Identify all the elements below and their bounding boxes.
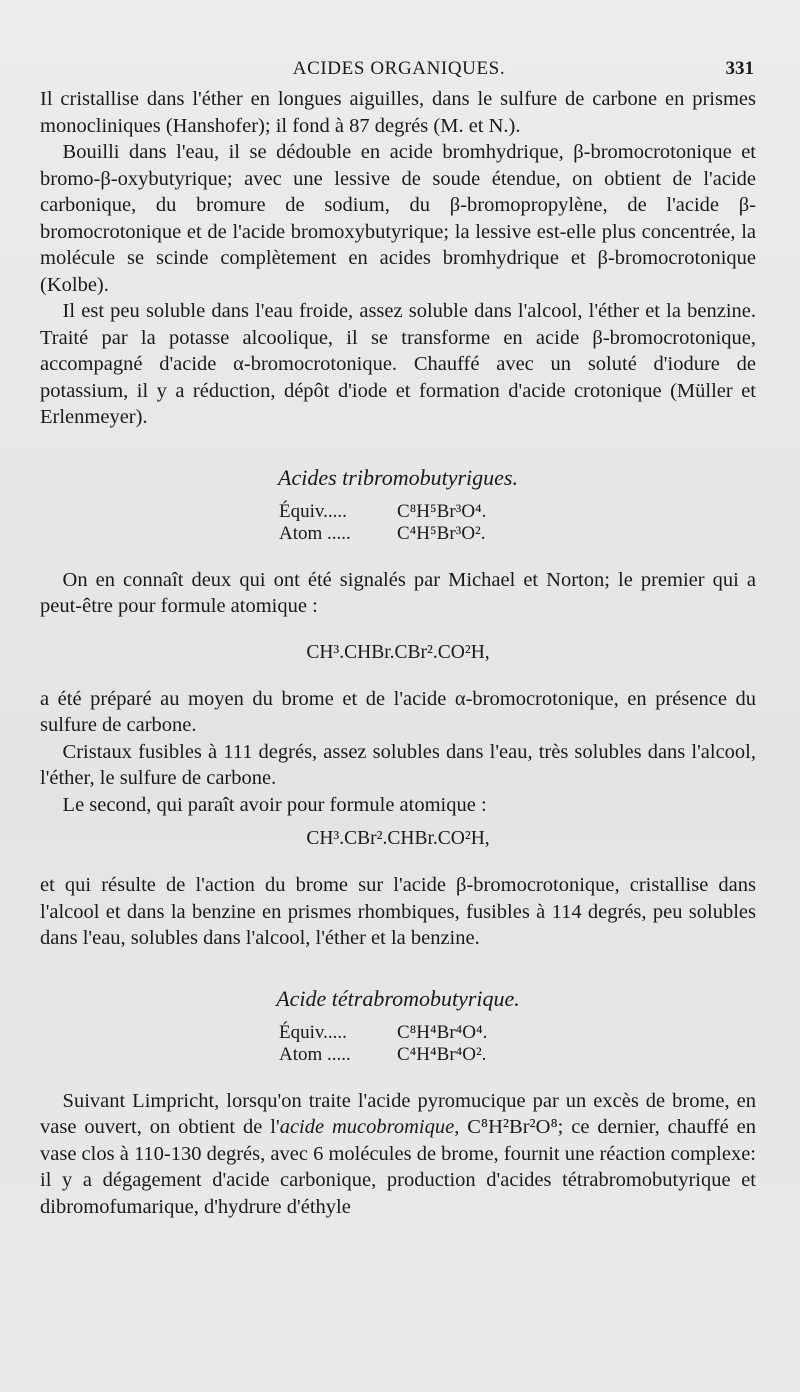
body-text xyxy=(40,86,756,1220)
running-head: ACIDES ORGANIQUES. xyxy=(292,58,506,79)
limpricht-text-end: , C⁸H²Br²O⁸; ce dernier, chauffé en vase clos à 110-130 degrés, avec 6 molécules de brome, fournit une réaction complexe: il y a dégagement d'acide carbonique, production d'acides tétrabromobutyrique et dibromofumarique, d'hydrure d'éthyle xyxy=(40,1116,756,1218)
formula-row-equiv xyxy=(279,1022,517,1044)
formula-table-tetrabromobutyric xyxy=(40,1022,756,1066)
paragraph-results: et qui résulte de l'action du brome sur l'acide β-bromocrotonique, cristallise dans l'alcool et dans la benzine en prismes rhombiques, fusibles à 114 degrés, peu solubles dans l'eau, solubles dans l'alcool, l'éther et la benzine. xyxy=(40,874,756,949)
paragraph-limpricht xyxy=(40,1088,756,1221)
paragraph-boiled: Bouilli dans l'eau, il se dédouble en acide bromhydrique, β-bromocrotonique et bromo-β-oxybutyrique; avec une lessive de soude étendue, on obtient de l'acide carbonique, du bromure de sodium, du β-bromopropylène, de l'acide β-bromocrotonique et de l'acide bromoxybutyrique; la lessive est-elle plus concentrée, la molécule se scinde complètement en acides bromhydrique et β-bromocrotonique (Kolbe). xyxy=(40,141,756,296)
section-heading-tetrabromobutyric: Acide tétrabromobutyrique. xyxy=(276,985,520,1011)
formula-row-atom xyxy=(279,1044,517,1066)
page-number: 331 xyxy=(725,58,754,79)
formula-row-equiv xyxy=(279,501,517,523)
paragraph-crystallization: Il cristallise dans l'éther en longues aiguilles, dans le sulfure de carbone en prismes monocliniques (Hanshofer); il fond à 87 degrés (M. et N.). xyxy=(40,88,756,137)
paragraph-prepared: a été préparé au moyen du brome et de l'acide α-bromocrotonique, en présence du sulfure de carbone. xyxy=(40,687,756,736)
formula-table-tribromobutyric xyxy=(40,501,756,545)
page-header xyxy=(40,52,758,86)
equiv-label: Équiv..... xyxy=(279,1021,347,1043)
paragraph-crystals: Cristaux fusibles à 111 degrés, assez solubles dans l'eau, très solubles dans l'alcool, l'éther, le sulfure de carbone. xyxy=(40,740,756,789)
atom-label: Atom ..... xyxy=(279,1043,351,1065)
paragraph-michael-norton: On en connaît deux qui ont été signalés par Michael et Norton; le premier qui a peut-être pour formule atomique : xyxy=(40,568,756,617)
formula-line-second: CH³.CBr².CHBr.CO²H, xyxy=(306,828,490,849)
paragraph-solubility: Il est peu soluble dans l'eau froide, assez soluble dans l'alcool, l'éther et la benzine. Traité par la potasse alcoolique, il se transforme en acide β-bromocrotonique, accompagné d'acide α-bromocrotonique. Chauffé avec un soluté d'iodure de potassium, il y a réduction, dépôt d'iode et formation d'acide crotonique (Müller et Erlenmeyer). xyxy=(40,300,756,428)
equiv-label: Équiv..... xyxy=(279,500,347,522)
equiv-formula: C⁸H⁵Br³O⁴. xyxy=(397,500,487,522)
atom-formula: C⁴H⁴Br⁴O². xyxy=(397,1043,487,1065)
formula-line-first: CH³.CHBr.CBr².CO²H, xyxy=(306,641,490,663)
paragraph-second: Le second, qui paraît avoir pour formule atomique : xyxy=(62,793,487,816)
section-heading-tribromobutyric: Acides tribromobutyrigues. xyxy=(278,464,518,490)
equiv-formula: C⁸H⁴Br⁴O⁴. xyxy=(397,1021,488,1043)
atom-label: Atom ..... xyxy=(279,522,351,544)
mucobromic-acid-term: acide mucobromique xyxy=(279,1116,455,1138)
limpricht-text-start: Suivant Limpricht, lorsqu'on traite l'acide pyromucique par un excès de brome, en vase ouvert, on obtient de l' xyxy=(40,1089,756,1138)
atom-formula: C⁴H⁵Br³O². xyxy=(397,522,486,544)
formula-row-atom xyxy=(279,523,517,545)
